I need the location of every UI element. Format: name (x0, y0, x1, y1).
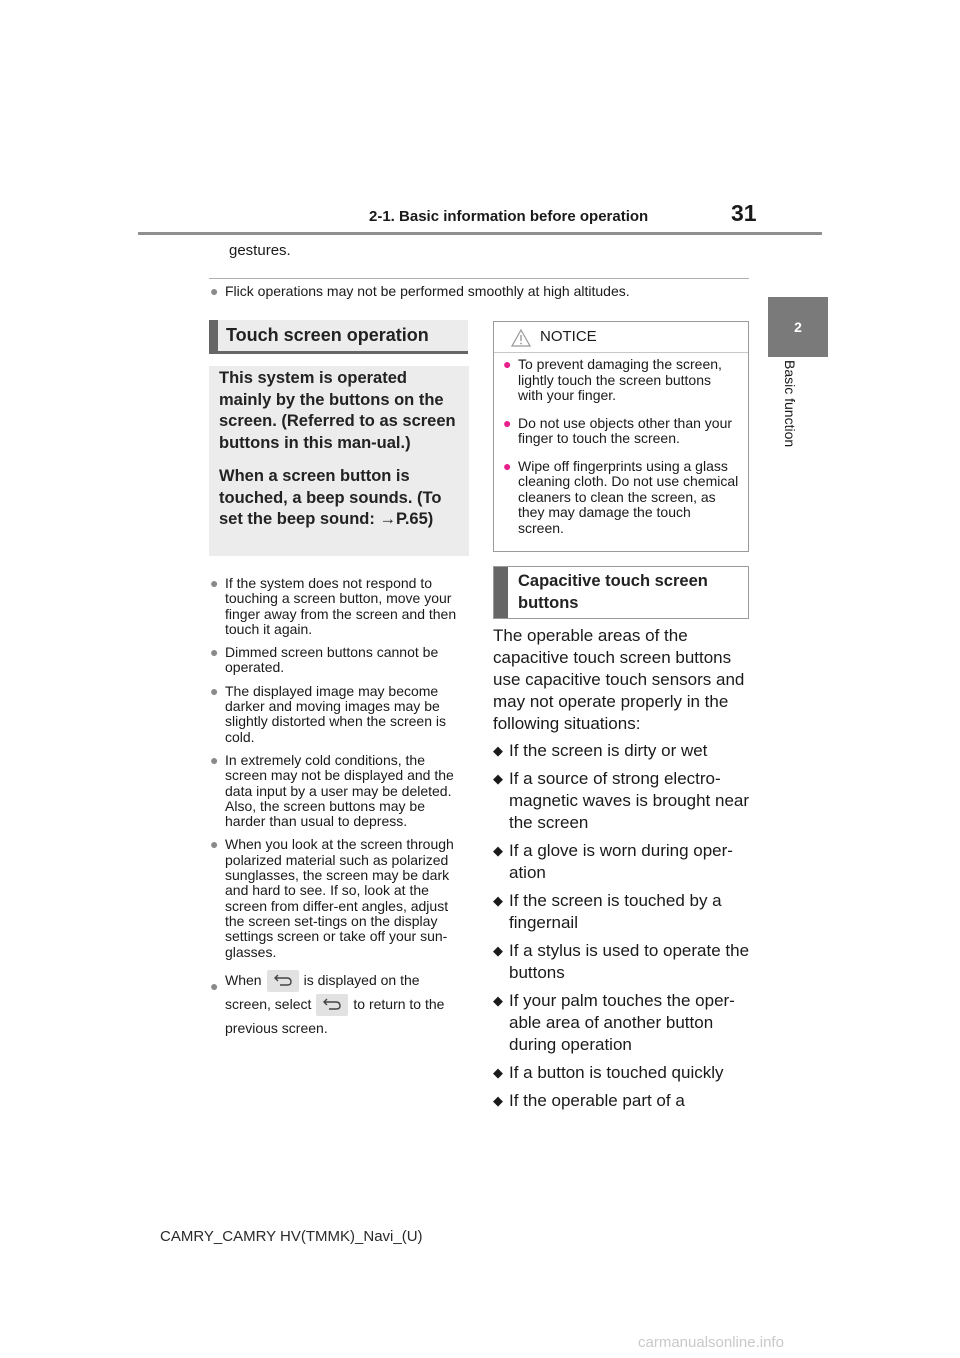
bullet-icon: ● (503, 356, 512, 372)
capacitive-body: The operable areas of the capacitive touch screen buttons use capacitive touch sensors and may not operate properly in the following situations: (493, 626, 745, 733)
list-item: ◆ If a button is touched quickly (493, 1063, 724, 1082)
list-item: ● To prevent damaging the screen, lightly touch the screen buttons with your finger. (503, 356, 722, 403)
warning-icon (511, 329, 531, 347)
bullet-icon: ● (503, 414, 512, 431)
page-number: 31 (731, 200, 757, 226)
list-item: ◆ If the screen is touched by a fingernail (493, 891, 722, 932)
page-reference: P.65) (395, 510, 434, 528)
divider (209, 278, 749, 279)
chapter-tab (768, 297, 828, 357)
notice-list (503, 357, 739, 548)
touch-screen-heading (209, 320, 468, 354)
diamond-bullet-icon: ◆ (493, 1065, 503, 1080)
diamond-bullet-icon: ◆ (493, 843, 503, 858)
list-item: ◆ If the screen is dirty or wet (493, 741, 708, 760)
chapter-label-container (778, 360, 818, 480)
reference-arrow-icon: → (379, 510, 396, 528)
section-title: 2-1. Basic information before operation (369, 208, 649, 225)
flick-note (210, 283, 770, 299)
diamond-bullet-icon: ◆ (493, 943, 503, 958)
diamond-bullet-icon: ◆ (493, 893, 503, 908)
bullet-icon: ● (210, 575, 219, 591)
list-item: ● In extremely cold conditions, the screen may not be displayed and the data input by a user may be deleted. Also, the screen buttons may be harder than usual to depress. (210, 751, 454, 830)
back-button-note: ● When is displayed on the screen, select to return to the previous screen. (210, 971, 445, 1037)
bullet-icon: ● (210, 682, 219, 699)
diamond-bullet-icon: ◆ (493, 1093, 503, 1108)
list-item: ● Dimmed screen buttons cannot be operated. (210, 644, 439, 676)
capacitive-heading-text: Capacitive touch screen buttons (518, 572, 708, 612)
touch-screen-heading-text: Touch screen operation (226, 325, 429, 345)
bullet-icon: ● (210, 977, 219, 994)
touch-screen-notes (210, 576, 468, 1048)
diamond-bullet-icon: ◆ (493, 993, 503, 1008)
intro-paragraph-1: This system is operated mainly by the buttons on the screen. (Referred to as screen buttons in this man-ual.) (219, 369, 456, 452)
footer-model: CAMRY_CAMRY HV(TMMK)_Navi_(U) (160, 1228, 423, 1245)
back-arrow-icon (316, 994, 348, 1016)
bullet-icon: ● (503, 457, 512, 474)
bullet-icon: ● (210, 644, 219, 661)
header-rule (138, 232, 822, 235)
chapter-number: 2 (794, 319, 802, 335)
list-item: ◆ If a source of strong electro-magnetic waves is brought near the screen (493, 769, 750, 832)
watermark: carmanualsonline.info (638, 1334, 784, 1351)
notice-box (493, 321, 749, 552)
heading-bar (494, 567, 508, 618)
continued-text: gestures. (229, 242, 291, 259)
bullet-icon: ● (210, 283, 219, 299)
notice-title: NOTICE (540, 328, 597, 345)
list-item: ● When you look at the screen through polarized material such as polarized sunglasses, the screen may be dark and hard to see. If so, look at the screen from differ-ent angles, adjust the screen set-tings on the display settings screen or take off your sun-glasses. (210, 836, 454, 960)
flick-note-text: Flick operations may not be performed smoothly at high altitudes. (225, 283, 630, 299)
bullet-icon: ● (210, 836, 219, 853)
chapter-label: Basic function (782, 360, 798, 448)
back-arrow-icon (267, 970, 299, 992)
heading-bar (209, 320, 218, 351)
list-item: ● The displayed image may become darker and moving images may be slightly distorted when the screen is cold. (210, 682, 446, 745)
capacitive-situations (493, 740, 763, 1118)
list-item: ◆ If your palm touches the oper-able area of another button during operation (493, 991, 735, 1054)
touch-screen-intro-box (209, 366, 469, 556)
list-item: ◆ If a stylus is used to operate the buttons (493, 941, 750, 982)
capacitive-heading (493, 566, 749, 619)
list-item: ◆ If the operable part of a (493, 1091, 685, 1110)
list-item: ● Do not use objects other than your finger to touch the screen. (503, 414, 733, 446)
list-item: ◆ If a glove is worn during oper-ation (493, 841, 733, 882)
intro-paragraph-2-text: When a screen button is touched, a beep sounds. (To set the beep sound: (219, 467, 442, 528)
list-item: ● Wipe off fingerprints using a glass cleaning cloth. Do not use chemical cleaners to clean the screen, as they may damage the touch screen. (503, 457, 739, 536)
notice-header (494, 322, 748, 353)
bullet-icon: ● (210, 751, 219, 768)
diamond-bullet-icon: ◆ (493, 771, 503, 786)
list-item: ● If the system does not respond to touching a screen button, move your finger away from the screen and then touch it again. (210, 575, 457, 637)
intro-paragraph-2 (219, 466, 459, 531)
diamond-bullet-icon: ◆ (493, 743, 503, 758)
